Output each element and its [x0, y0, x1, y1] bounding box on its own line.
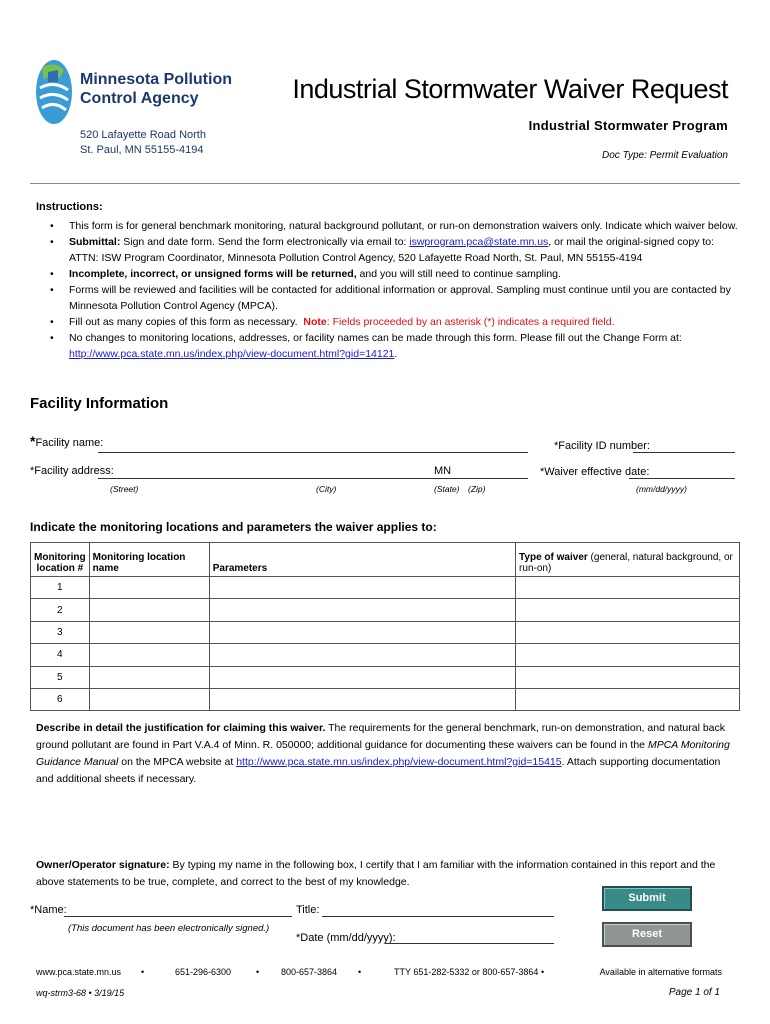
- date-sublabel: (mm/dd/yyyy): [636, 484, 687, 494]
- monitoring-table: [30, 542, 740, 711]
- header-divider: [30, 183, 740, 184]
- parameters-cell[interactable]: [209, 577, 515, 599]
- title-label: Title:: [296, 904, 320, 916]
- state-sublabel: (State): [434, 484, 460, 494]
- doc-type: Doc Type: Permit Evaluation: [602, 150, 728, 161]
- footer-bullet: •: [141, 967, 145, 977]
- justification-body: on the MPCA website at: [118, 756, 237, 768]
- col-waiver-type-bold: Type of waiver: [519, 552, 588, 563]
- footer-alt-formats: Available in alternative formats: [599, 967, 722, 977]
- instruction-text: .: [394, 348, 398, 360]
- state-value: MN: [434, 465, 452, 477]
- col-location-line2: location #: [36, 563, 84, 574]
- justification-body: The requirements for the general benchmark, run-on demonstration, and natural back ground pollutant are found in Part V.A.4 of Minn. R. 050000; additional guidance for documenting these waivers can be found in the: [36, 722, 726, 751]
- parameters-cell[interactable]: [209, 644, 515, 666]
- parameters-cell[interactable]: [209, 666, 515, 688]
- location-number: 6: [31, 688, 90, 710]
- col-parameters: Parameters: [209, 543, 515, 577]
- waiver-type-cell[interactable]: [516, 599, 740, 621]
- instruction-item: [50, 330, 740, 362]
- facility-id-input[interactable]: [633, 452, 735, 453]
- waiver-date-input[interactable]: [629, 478, 735, 479]
- email-link[interactable]: iswprogram.pca@state.mn.us: [409, 236, 549, 248]
- facility-name-label-text: Facility name:: [35, 437, 104, 449]
- instruction-text: , or mail the original-signed copy to: ATTN: ISW Program Coordinator, Minnesota Pollution Control Agency, 520 Lafayette Road North, St. Paul, MN 55155-4194: [69, 236, 715, 264]
- agency-address: [80, 128, 206, 158]
- street-sublabel: (Street): [110, 484, 139, 494]
- waiver-type-cell[interactable]: [516, 577, 740, 599]
- instruction-text: Forms will be reviewed and facilities will be contacted for additional information or approval. Sampling must continue until you are contacted by Minnesota Pollution Control Agency (MPCA).: [69, 284, 731, 312]
- col-waiver-type: [516, 543, 740, 577]
- table-row: [31, 688, 740, 710]
- reset-button[interactable]: Reset: [602, 922, 692, 947]
- instructions-list: [50, 218, 740, 362]
- location-name-cell[interactable]: [89, 577, 209, 599]
- instructions-heading: Instructions:: [36, 201, 103, 213]
- instruction-item: [50, 266, 740, 282]
- footer-form-id: wq-strm3-68 • 3/19/15: [36, 988, 125, 998]
- address-line2: St. Paul, MN 55155-4194: [80, 144, 204, 156]
- program-name: Industrial Stormwater Program: [528, 118, 728, 133]
- col-location-name: Monitoring location name: [89, 543, 209, 577]
- date-label: *Date (mm/dd/yyyy):: [296, 932, 396, 944]
- parameters-cell[interactable]: [209, 688, 515, 710]
- location-name-cell[interactable]: [89, 599, 209, 621]
- title-input[interactable]: [322, 916, 554, 917]
- submittal-label: Submittal:: [69, 236, 121, 248]
- note-label: Note: [303, 316, 327, 328]
- facility-address-label: *Facility address:: [30, 465, 114, 477]
- instruction-text: This form is for general benchmark monitoring, natural background pollutant, or run-on demonstration waivers only. Indicate which waiver below.: [69, 220, 738, 232]
- parameters-cell[interactable]: [209, 621, 515, 643]
- footer-bullet: •: [358, 967, 362, 977]
- table-row: [31, 666, 740, 688]
- instruction-item: [50, 218, 740, 234]
- footer-tty: TTY 651-282-5332 or 800-657-3864: [394, 967, 539, 977]
- location-name-cell[interactable]: [89, 688, 209, 710]
- instruction-item: [50, 314, 740, 330]
- footer-bullet: •: [256, 967, 260, 977]
- location-number: 2: [31, 599, 90, 621]
- table-row: [31, 644, 740, 666]
- waiver-type-cell[interactable]: [516, 688, 740, 710]
- waiver-type-cell[interactable]: [516, 621, 740, 643]
- waiver-type-cell[interactable]: [516, 666, 740, 688]
- date-input[interactable]: [385, 943, 554, 944]
- justification-text: [36, 720, 736, 788]
- footer-bullet: •: [541, 967, 545, 977]
- footer-website: www.pca.state.mn.us: [36, 967, 122, 977]
- col-waiver-type-rest: (general, natural background, or run-on): [519, 552, 733, 574]
- table-row: [31, 621, 740, 643]
- facility-id-label: *Facility ID number:: [554, 440, 650, 452]
- justification-body: . Attach supporting documentation and additional sheets if necessary.: [36, 756, 721, 785]
- justification-input[interactable]: [36, 780, 736, 842]
- facility-section-title: Facility Information: [30, 395, 169, 412]
- col-location-number: [31, 543, 90, 577]
- location-name-cell[interactable]: [89, 666, 209, 688]
- instruction-text: No changes to monitoring locations, addresses, or facility names can be made through this form. Please fill out the Change Form at:: [69, 332, 682, 344]
- waiver-type-cell[interactable]: [516, 644, 740, 666]
- table-header-row: [31, 543, 740, 577]
- signature-body: By typing my name in the following box, I certify that I am familiar with the information contained in this report and the above statements to be true, complete, and correct to the best of my knowledge.: [36, 859, 716, 888]
- waiver-date-label: *Waiver effective date:: [540, 466, 650, 478]
- table-row: [31, 577, 740, 599]
- submit-button[interactable]: Submit: [602, 886, 692, 911]
- name-input[interactable]: [64, 916, 292, 917]
- location-number: 1: [31, 577, 90, 599]
- footer-phone2: 800-657-3864: [281, 967, 338, 977]
- signature-heading: Owner/Operator signature:: [36, 859, 170, 871]
- location-number: 5: [31, 666, 90, 688]
- location-number: 4: [31, 644, 90, 666]
- location-number: 3: [31, 621, 90, 643]
- zip-sublabel: (Zip): [468, 484, 486, 494]
- instruction-text: Fill out as many copies of this form as necessary.: [69, 316, 298, 328]
- location-name-cell[interactable]: [89, 644, 209, 666]
- change-form-link[interactable]: http://www.pca.state.mn.us/index.php/view-document.html?gid=14121: [69, 348, 395, 360]
- table-row: [31, 599, 740, 621]
- footer-phone1: 651-296-6300: [175, 967, 232, 977]
- agency-name-line1: Minnesota Pollution: [80, 71, 232, 88]
- agency-name: [80, 70, 232, 108]
- facility-address-input[interactable]: [98, 478, 528, 479]
- note-text: : Fields proceeded by an asterisk (*) indicates a required field.: [326, 316, 615, 328]
- form-title: Industrial Stormwater Waiver Request: [292, 74, 728, 104]
- monitoring-section-title: Indicate the monitoring locations and parameters the waiver applies to:: [30, 520, 437, 534]
- agency-name-line2: Control Agency: [80, 90, 199, 107]
- facility-name-input[interactable]: [98, 452, 528, 453]
- parameters-cell[interactable]: [209, 599, 515, 621]
- name-label: *Name:: [30, 904, 67, 916]
- instruction-text: Sign and date form. Send the form electronically via email to:: [120, 236, 410, 248]
- instruction-bold: Incomplete, incorrect, or unsigned forms will be returned,: [69, 268, 357, 280]
- mpca-logo-icon: [34, 58, 74, 126]
- address-line1: 520 Lafayette Road North: [80, 129, 206, 141]
- facility-name-label: *Facility name:: [30, 433, 104, 449]
- col-location-line1: Monitoring: [34, 552, 86, 563]
- guidance-manual-title: MPCA Monitoring Guidance Manual: [36, 739, 730, 768]
- esign-note: (This document has been electronically signed.): [68, 923, 270, 934]
- justification-heading: Describe in detail the justification for claiming this waiver.: [36, 722, 326, 734]
- instruction-item: [50, 282, 740, 314]
- instruction-item: [50, 234, 740, 266]
- guidance-link[interactable]: http://www.pca.state.mn.us/index.php/view-document.html?gid=15415: [236, 756, 562, 768]
- location-name-cell[interactable]: [89, 621, 209, 643]
- city-sublabel: (City): [316, 484, 337, 494]
- instruction-text: and you will still need to continue sampling.: [356, 268, 561, 280]
- page-number: Page 1 of 1: [668, 987, 720, 998]
